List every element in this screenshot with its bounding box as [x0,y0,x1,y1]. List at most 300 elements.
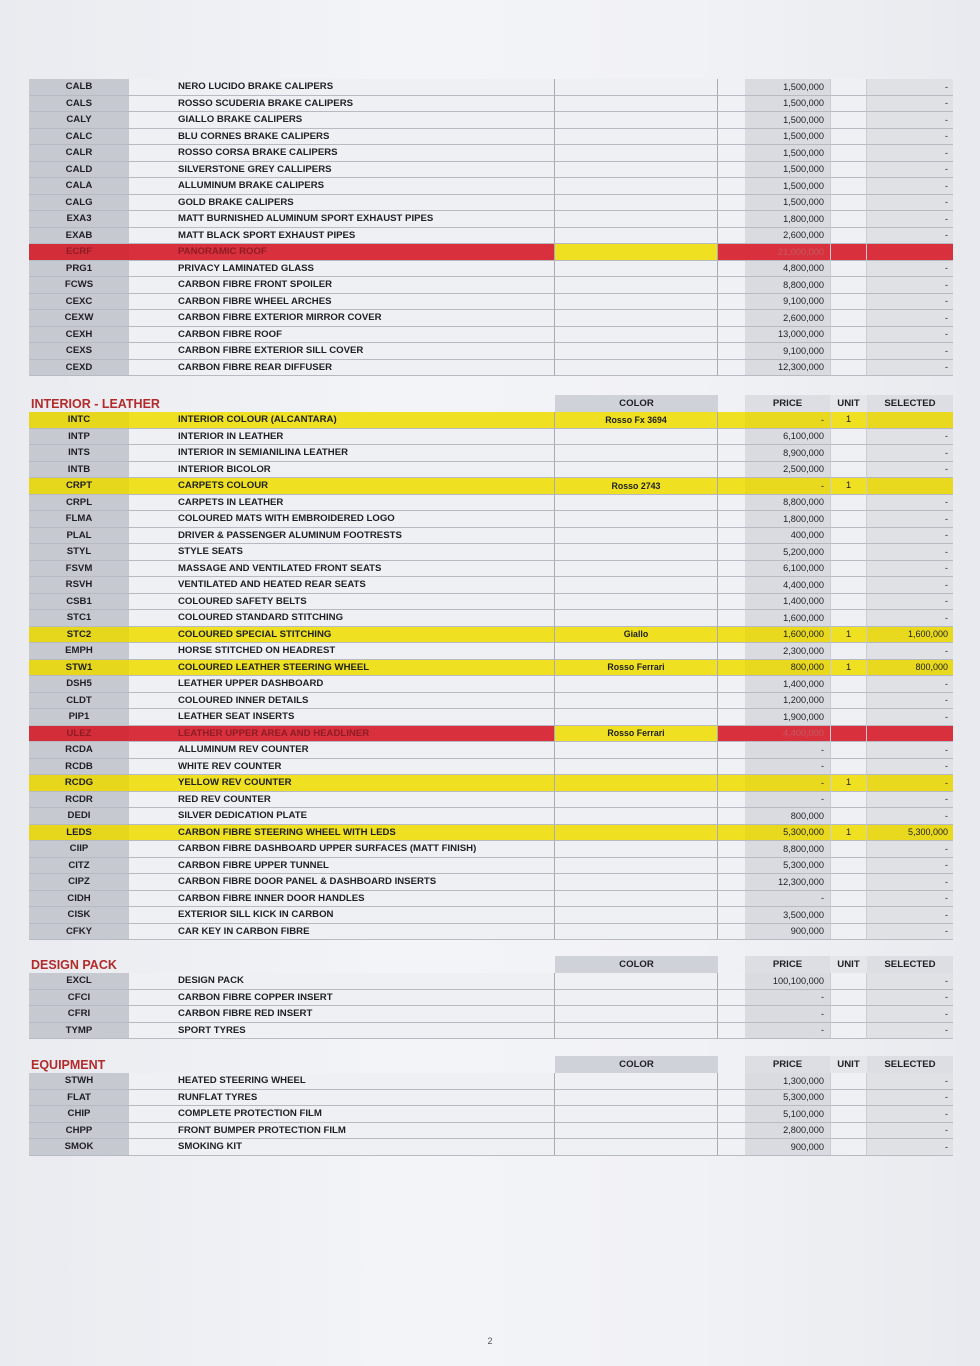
spacer-cell [718,643,745,660]
option-code: EXA3 [29,211,129,228]
option-description: SILVERSTONE GREY CALLIPERS [129,162,555,179]
option-color [555,858,718,875]
option-description: GOLD BRAKE CALIPERS [129,195,555,212]
spacer-cell [718,145,745,162]
option-price: - [745,1023,830,1040]
option-description: GIALLO BRAKE CALIPERS [129,112,555,129]
option-description: LEATHER UPPER AREA AND HEADLINER [129,726,555,743]
spacer-cell [718,1006,745,1023]
option-selected-total [867,726,953,743]
option-description: STYLE SEATS [129,544,555,561]
option-description: CARBON FIBRE EXTERIOR SILL COVER [129,343,555,360]
color-column-header: COLOR [555,1056,718,1073]
option-color [555,327,718,344]
spacer-cell [718,841,745,858]
table-row [29,775,953,792]
option-description: WHITE REV COUNTER [129,759,555,776]
table-row [29,924,953,941]
option-code: INTP [29,429,129,446]
option-price: 2,300,000 [745,643,830,660]
option-unit [830,709,867,726]
spacer-cell [718,478,745,495]
option-selected-total: - [867,709,953,726]
table-row [29,544,953,561]
option-selected-total: - [867,792,953,809]
spacer-cell [718,495,745,512]
option-code: CIIP [29,841,129,858]
option-code: CRPT [29,478,129,495]
option-price: 6,100,000 [745,561,830,578]
option-unit [830,462,867,479]
option-color [555,808,718,825]
option-unit [830,112,867,129]
option-color [555,462,718,479]
option-selected-total: - [867,261,953,278]
option-color [555,294,718,311]
table-row [29,973,953,990]
section-header [29,956,953,973]
table-row [29,112,953,129]
option-code: CHIP [29,1106,129,1123]
option-selected-total: - [867,577,953,594]
option-color [555,1073,718,1090]
table-row [29,1123,953,1140]
option-code: RCDB [29,759,129,776]
option-description: BLU CORNES BRAKE CALIPERS [129,129,555,146]
option-price: 12,300,000 [745,360,830,377]
spacer-cell [718,825,745,842]
option-description: NERO LUCIDO BRAKE CALIPERS [129,79,555,96]
option-price: 12,300,000 [745,874,830,891]
unit-column-header: UNIT [830,1056,867,1073]
option-selected-total: - [867,277,953,294]
option-color [555,195,718,212]
option-color: Rosso Fx 3694 [555,412,718,429]
option-selected-total: - [867,610,953,627]
option-color [555,594,718,611]
option-selected-total: - [867,162,953,179]
option-price: 2,800,000 [745,1123,830,1140]
option-price: 1,500,000 [745,178,830,195]
option-price: 1,500,000 [745,112,830,129]
spacer-cell [718,462,745,479]
option-price: 400,000 [745,528,830,545]
option-code: FLMA [29,511,129,528]
option-color [555,676,718,693]
option-selected-total: - [867,327,953,344]
option-price: 1,400,000 [745,676,830,693]
option-price: - [745,412,830,429]
option-code: CLDT [29,693,129,710]
option-price: 4,400,000 [745,726,830,743]
table-row [29,1073,953,1090]
option-description: RUNFLAT TYRES [129,1090,555,1107]
option-price: 900,000 [745,924,830,941]
option-price: 1,300,000 [745,1073,830,1090]
option-code: CFRI [29,1006,129,1023]
spacer-cell [718,891,745,908]
option-selected-total [867,412,953,429]
option-unit [830,261,867,278]
option-color [555,792,718,809]
option-price: 1,200,000 [745,693,830,710]
spacer-cell [718,726,745,743]
section-header [29,1056,953,1073]
option-price: - [745,775,830,792]
spacer-cell [718,660,745,677]
table-row [29,528,953,545]
option-price: 1,600,000 [745,610,830,627]
option-color [555,511,718,528]
table-row [29,610,953,627]
option-unit [830,445,867,462]
option-selected-total: - [867,112,953,129]
option-description: INTERIOR BICOLOR [129,462,555,479]
table-row [29,343,953,360]
spacer-cell [718,511,745,528]
option-description: MASSAGE AND VENTILATED FRONT SEATS [129,561,555,578]
option-color [555,693,718,710]
option-code: CHPP [29,1123,129,1140]
option-code: CSB1 [29,594,129,611]
spacer-cell [718,742,745,759]
option-selected-total: - [867,990,953,1007]
option-color [555,990,718,1007]
option-price: 9,100,000 [745,294,830,311]
table-row [29,360,953,377]
selected-column-header: SELECTED [867,395,953,412]
option-description: MATT BURNISHED ALUMINUM SPORT EXHAUST PIPES [129,211,555,228]
table-row [29,1139,953,1156]
option-color [555,891,718,908]
option-price: 8,800,000 [745,495,830,512]
table-row [29,660,953,677]
table-row [29,79,953,96]
page-number: 2 [487,1336,493,1346]
option-code: RCDG [29,775,129,792]
option-color [555,261,718,278]
option-unit [830,759,867,776]
option-code: CALA [29,178,129,195]
spacer-cell [718,211,745,228]
option-selected-total: - [867,775,953,792]
spacer-cell [718,858,745,875]
option-code: INTS [29,445,129,462]
option-selected-total: - [867,742,953,759]
option-selected-total: - [867,924,953,941]
option-price: 1,500,000 [745,195,830,212]
option-selected-total: - [867,195,953,212]
option-color [555,610,718,627]
option-unit [830,327,867,344]
option-code: CISK [29,907,129,924]
option-selected-total: - [867,1106,953,1123]
option-price: - [745,478,830,495]
option-code: CALC [29,129,129,146]
option-description: HEATED STEERING WHEEL [129,1073,555,1090]
option-description: YELLOW REV COUNTER [129,775,555,792]
option-description: CARBON FIBRE UPPER TUNNEL [129,858,555,875]
spacer-cell [718,808,745,825]
option-unit [830,96,867,113]
option-code: CEXH [29,327,129,344]
option-description: MATT BLACK SPORT EXHAUST PIPES [129,228,555,245]
option-selected-total: - [867,561,953,578]
option-description: CARPETS COLOUR [129,478,555,495]
option-code: SMOK [29,1139,129,1156]
option-code: CITZ [29,858,129,875]
option-selected-total: - [867,891,953,908]
option-description: CARPETS IN LEATHER [129,495,555,512]
option-unit [830,178,867,195]
spacer-cell [718,360,745,377]
table-row [29,277,953,294]
option-price: 5,200,000 [745,544,830,561]
option-unit [830,973,867,990]
option-price: 5,300,000 [745,858,830,875]
option-color [555,310,718,327]
table-row [29,990,953,1007]
option-unit [830,1090,867,1107]
option-color [555,1090,718,1107]
option-color [555,228,718,245]
option-color [555,544,718,561]
table-row [29,643,953,660]
table-row [29,594,953,611]
spacer-cell [718,1139,745,1156]
table-row [29,462,953,479]
option-unit [830,907,867,924]
option-color [555,973,718,990]
spacer-cell [718,594,745,611]
option-selected-total: - [867,1006,953,1023]
option-selected-total: - [867,907,953,924]
option-description: INTERIOR IN SEMIANILINA LEATHER [129,445,555,462]
option-price: 1,800,000 [745,211,830,228]
option-description: ALLUMINUM REV COUNTER [129,742,555,759]
option-color [555,1106,718,1123]
selected-column-header: SELECTED [867,956,953,973]
option-unit [830,211,867,228]
unit-column-header: UNIT [830,956,867,973]
option-price: 900,000 [745,1139,830,1156]
spacer-cell [718,79,745,96]
option-color: Rosso Ferrari [555,660,718,677]
option-code: STC2 [29,627,129,644]
option-selected-total: 800,000 [867,660,953,677]
option-color [555,577,718,594]
option-price: 1,800,000 [745,511,830,528]
option-color [555,924,718,941]
option-price: 5,300,000 [745,825,830,842]
spacer-cell [718,676,745,693]
option-code: CEXD [29,360,129,377]
table-row [29,511,953,528]
table-row [29,825,953,842]
option-description: INTERIOR COLOUR (ALCANTARA) [129,412,555,429]
option-description: PRIVACY LAMINATED GLASS [129,261,555,278]
option-color [555,709,718,726]
spacer-cell [718,429,745,446]
table-row [29,907,953,924]
option-description: EXTERIOR SILL KICK IN CARBON [129,907,555,924]
option-price: 2,600,000 [745,310,830,327]
option-description: ALLUMINUM BRAKE CALIPERS [129,178,555,195]
spacer-cell [718,96,745,113]
option-selected-total: - [867,1139,953,1156]
option-unit [830,1139,867,1156]
option-price: 2,600,000 [745,228,830,245]
option-code: CFKY [29,924,129,941]
option-selected-total: - [867,676,953,693]
option-code: CALG [29,195,129,212]
option-price: 21,000,000 [745,244,830,261]
option-description: CARBON FIBRE EXTERIOR MIRROR COVER [129,310,555,327]
option-code: PRG1 [29,261,129,278]
spacer-cell [718,627,745,644]
option-unit [830,310,867,327]
option-selected-total: - [867,294,953,311]
color-column-header: COLOR [555,956,718,973]
table-row [29,244,953,261]
option-price: 800,000 [745,660,830,677]
option-color: Rosso Ferrari [555,726,718,743]
option-code: CRPL [29,495,129,512]
table-row [29,129,953,146]
option-selected-total: - [867,528,953,545]
option-unit [830,129,867,146]
spacer-cell [718,112,745,129]
spacer-cell [718,1123,745,1140]
option-price: 1,500,000 [745,145,830,162]
spacer-cell [718,327,745,344]
option-unit [830,676,867,693]
option-unit [830,858,867,875]
spacer-cell [718,228,745,245]
option-color [555,528,718,545]
option-unit [830,643,867,660]
option-color [555,96,718,113]
spacer-cell [718,343,745,360]
option-price: - [745,792,830,809]
spacer-cell [718,1090,745,1107]
table-row [29,726,953,743]
table-row [29,429,953,446]
option-selected-total: - [867,178,953,195]
option-unit [830,343,867,360]
option-code: STW1 [29,660,129,677]
spacer-cell [718,907,745,924]
option-unit [830,742,867,759]
option-price: 4,800,000 [745,261,830,278]
option-unit [830,544,867,561]
option-description: CARBON FIBRE DOOR PANEL & DASHBOARD INSERTS [129,874,555,891]
table-row [29,874,953,891]
option-code: FSVM [29,561,129,578]
option-unit [830,594,867,611]
option-unit: 1 [830,478,867,495]
table-row [29,445,953,462]
option-selected-total: - [867,462,953,479]
option-code: PLAL [29,528,129,545]
option-description: COLOURED SAFETY BELTS [129,594,555,611]
option-selected-total: - [867,211,953,228]
table-row [29,808,953,825]
option-price: 100,100,000 [745,973,830,990]
option-selected-total: - [867,1090,953,1107]
spacer-cell [718,528,745,545]
option-color [555,742,718,759]
spacer-cell [718,693,745,710]
option-code: RCDR [29,792,129,809]
selected-column-header: SELECTED [867,1056,953,1073]
table-row [29,261,953,278]
option-description: LEATHER SEAT INSERTS [129,709,555,726]
option-code: RSVH [29,577,129,594]
option-code: CALY [29,112,129,129]
option-unit [830,228,867,245]
option-selected-total: - [867,1073,953,1090]
option-selected-total: - [867,129,953,146]
option-description: FRONT BUMPER PROTECTION FILM [129,1123,555,1140]
interior-leather-section [29,395,953,940]
option-color [555,429,718,446]
option-description: COMPLETE PROTECTION FILM [129,1106,555,1123]
option-selected-total [867,244,953,261]
option-color [555,79,718,96]
option-code: STC1 [29,610,129,627]
option-code: RCDA [29,742,129,759]
option-code: CALR [29,145,129,162]
option-unit [830,874,867,891]
option-unit: 1 [830,775,867,792]
table-row [29,310,953,327]
option-selected-total: - [867,79,953,96]
option-description: CARBON FIBRE DASHBOARD UPPER SURFACES (MATT FINISH) [129,841,555,858]
option-code: STWH [29,1073,129,1090]
spacer-cell [718,610,745,627]
option-code: CIPZ [29,874,129,891]
option-selected-total: - [867,858,953,875]
option-unit [830,610,867,627]
table-row [29,1023,953,1040]
spacer-cell [718,294,745,311]
option-unit [830,1123,867,1140]
option-code: CALB [29,79,129,96]
option-code: CALS [29,96,129,113]
option-selected-total: - [867,1123,953,1140]
option-price: 9,100,000 [745,343,830,360]
option-code: EMPH [29,643,129,660]
option-price: - [745,742,830,759]
option-price: 8,900,000 [745,445,830,462]
option-price: 1,500,000 [745,96,830,113]
exterior-options-table [29,79,953,376]
table-row [29,561,953,578]
option-selected-total: - [867,360,953,377]
option-selected-total: - [867,429,953,446]
option-code: LEDS [29,825,129,842]
option-price: 2,500,000 [745,462,830,479]
table-row [29,495,953,512]
option-description: RED REV COUNTER [129,792,555,809]
option-selected-total: - [867,874,953,891]
option-selected-total: - [867,808,953,825]
table-row [29,858,953,875]
table-row [29,742,953,759]
option-description: SILVER DEDICATION PLATE [129,808,555,825]
option-color [555,1139,718,1156]
